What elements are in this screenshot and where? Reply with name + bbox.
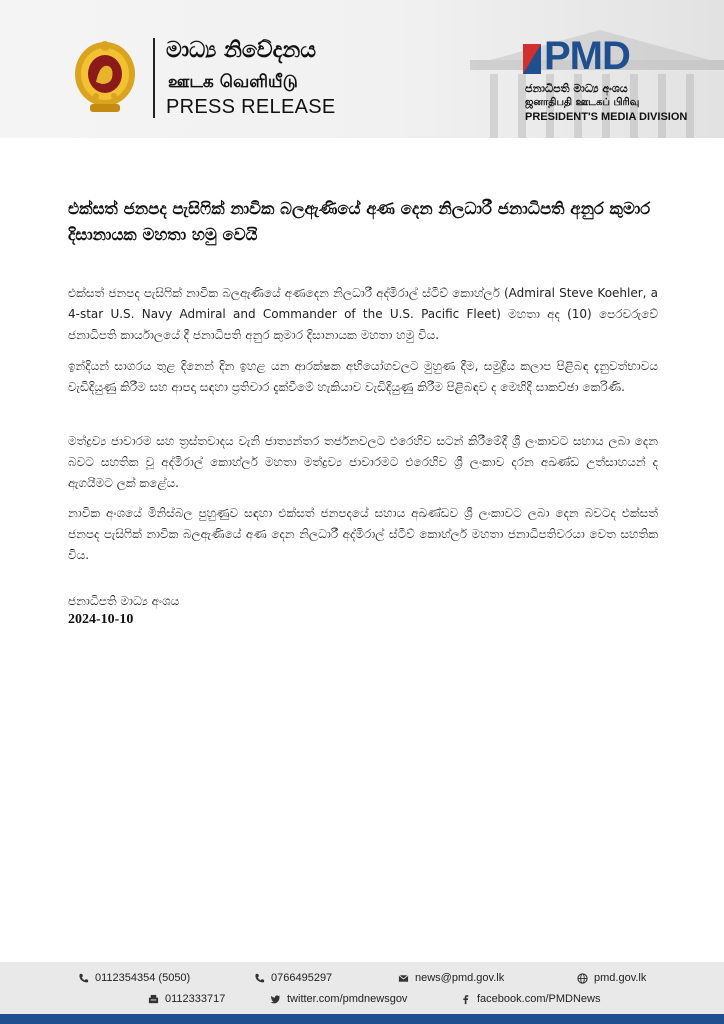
fax-icon: [148, 994, 159, 1005]
facebook-icon: [460, 994, 471, 1005]
phone-icon: [254, 973, 265, 984]
footer-fax[interactable]: [148, 993, 225, 1005]
footer-email-text: news@pmd.gov.lk: [415, 972, 505, 984]
footer-facebook-text: facebook.com/PMDNews: [477, 993, 601, 1005]
footer: [0, 962, 724, 1014]
pmd-sinhala-name: ජනාධිපති මාධ්‍ය අංශය: [525, 82, 628, 95]
letterhead: [0, 0, 724, 138]
article-paragraph-4: නාවික අංශයේ මිනිස්බල පුහුණුව සඳහා එක්සත් ජනපදයේ සහාය අඛණ්ඩව ශ්‍රී ලංකාවට ලබා දෙන බවටද එක්සත් ජනපද පැසිෆික් නාවික බලඇණියේ අණ දෙන නිලධාරී අද්මිරාල් ස්ටීව් කොහ්ලර් මහතා ජනාධිපතිවරයා වෙත සහතික විය.: [68, 506, 658, 562]
article-paragraph-1: එක්සත් ජනපද පැසිෆික් නාවික බලඇණියේ අණදෙන නිලධාරී අද්මිරාල් ස්ටීව් කොහ්ලර් (Admiral Steve Koehler, a 4-star U.S. Navy Admiral and Commander of the U.S. Pacific Fleet) මහතා අද (10) පෙරවරුවේ ජනාධිපති කාර්යාලයේ දී ජනාධිපති අනුර කුමාර දිසානායක මහතා හමු විය.: [68, 286, 658, 342]
sri-lanka-emblem-icon: [72, 38, 138, 116]
pmd-logo: PMD: [544, 34, 630, 78]
globe-icon: [577, 973, 588, 984]
footer-twitter-text: twitter.com/pmdnewsgov: [287, 993, 408, 1005]
footer-accent-bar: [0, 1014, 724, 1024]
footer-website-text: pmd.gov.lk: [594, 972, 647, 984]
pmd-logo-red-triangle: [523, 44, 541, 74]
footer-phone-text: 0112354354 (5050): [95, 972, 191, 984]
release-date: 2024-10-10: [68, 612, 134, 627]
footer-email[interactable]: [398, 972, 504, 984]
article-paragraph-3: මත්ද්‍රව්‍ය ජාවාරම සහ ත්‍රස්තවාදය වැනි ජාත්‍යන්තර තර්ජනවලට එරෙහිව සටන් කිරීමේදී ශ්‍රී ලංකාවට සහාය ලබා දෙන බවට සහතික වූ අද්මිරාල් කොහ්ලර් මහතා මත්ද්‍රව්‍ය ජාවාරමට එරෙහිව ශ්‍රී ලංකාව දරන අඛණ්ඩ උත්සාහයන් ද ඇගයීමට ලක් කළේය.: [68, 434, 658, 490]
footer-mobile[interactable]: [254, 972, 332, 984]
article-title: එක්සත් ජනපද පැසිෆික් නාවික බලඇණියේ අණ දෙන නිලධාරී ජනාධිපති අනුර කුමාර දිසානායක මහතා හමු වෙයි: [68, 199, 651, 244]
twitter-icon: [270, 994, 281, 1005]
email-icon: [398, 973, 409, 984]
footer-fax-text: 0112333717: [165, 993, 226, 1005]
header-divider: [153, 38, 155, 118]
footer-website[interactable]: [577, 972, 646, 984]
header-english-title: PRESS RELEASE: [166, 96, 336, 118]
footer-twitter[interactable]: [270, 993, 407, 1005]
signature: ජනාධිපති මාධ්‍ය අංශය: [68, 594, 180, 608]
pmd-english-name: PRESIDENT'S MEDIA DIVISION: [525, 111, 688, 123]
header-sinhala-title: මාධ්‍ය නිවේදනය: [166, 38, 317, 63]
footer-phone[interactable]: [78, 972, 190, 984]
phone-icon: [78, 973, 89, 984]
footer-mobile-text: 0766495297: [271, 972, 333, 984]
footer-facebook[interactable]: [460, 993, 601, 1005]
article-paragraph-2: ඉන්දියන් සාගරය තුළ දිනෙන් දින ඉහළ යන ආරක්ෂක අභියෝගවලට මුහුණ දීම, සමුද්‍රීය කලාප පිළිබඳ දැනුවත්භාවය වැඩිදියුණු කිරීම සහ ආපදා සඳහා ප්‍රතිචාර දැක්වීමේ හැකියාව වැඩිදියුණු කිරීම පිළිබඳව ද මෙහිදී සාකච්ඡා කෙරිණි.: [68, 359, 658, 394]
pmd-tamil-name: ஜனாதிபதி ஊடகப் பிரிவு: [525, 97, 640, 108]
header-tamil-title: ஊடக வெளியீடு: [168, 72, 298, 92]
